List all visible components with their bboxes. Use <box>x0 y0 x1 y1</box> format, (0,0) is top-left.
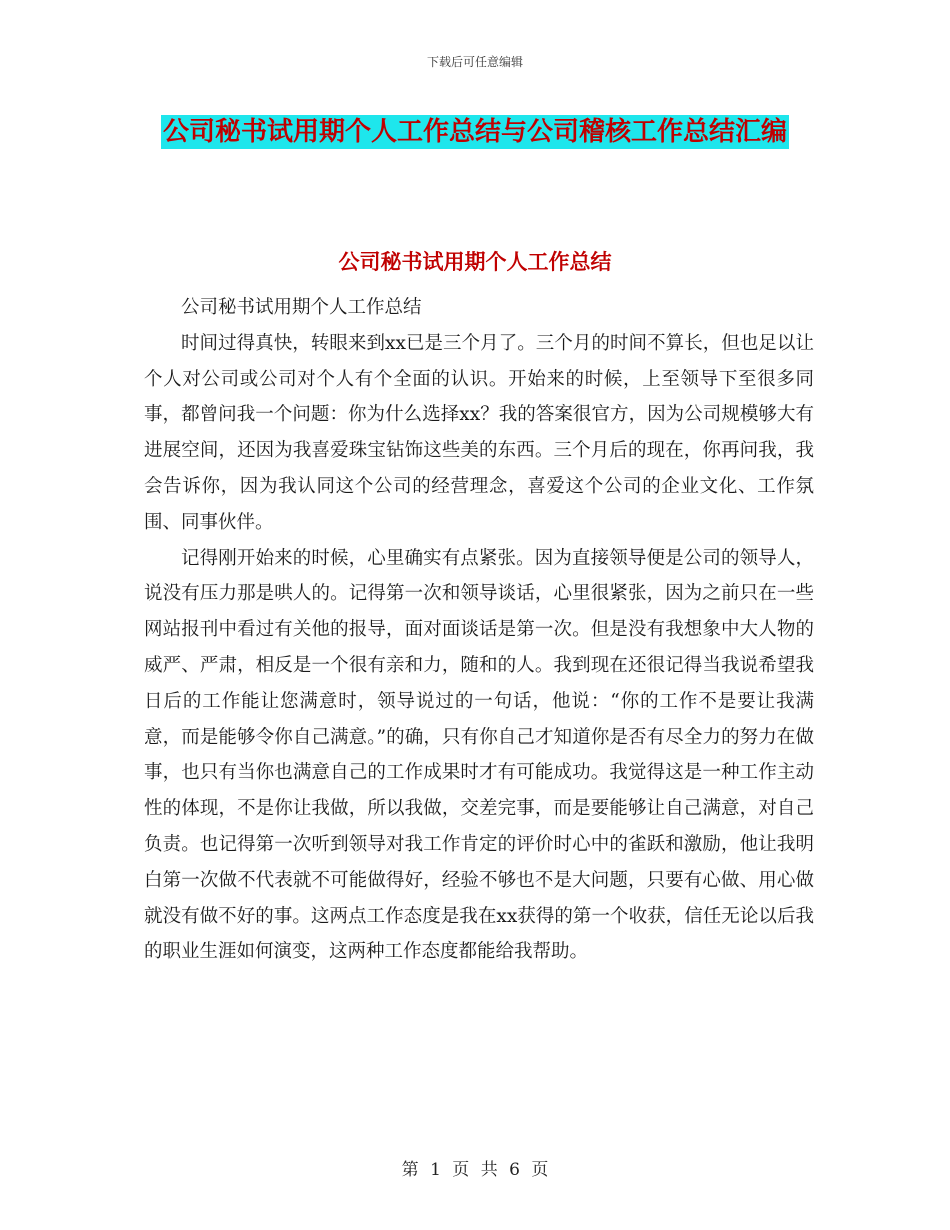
page-number-footer: 第 1 页 共 6 页 <box>401 1160 549 1180</box>
document-title <box>150 106 800 158</box>
paragraph: 记得刚开始来的时候，心里确实有点紧张。因为直接领导便是公司的领导人，说没有压力那是哄人的。记得第一次和领导谈话，心里很紧张，因为之前只在一些网站报刊中看过有关他的报导，面对面谈话是第一次。但是没有我想象中大人物的威严、严肃，相反是一个很有亲和力，随和的人。我到现在还很记得当我说希望我日后的工作能让您满意时，领导说过的一句话，他说：“你的工作不是要让我满意，而是能够令你自己满意。”的确，只有你自己才知道你是否有尽全力的努力在做事，也只有当你也满意自己的工作成果时才有可能成功。我觉得这是一种工作主动性的体现，不是你让我做，所以我做，交差完事，而是要能够让自己满意，对自己负责。也记得第一次听到领导对我工作肯定的评价时心中的雀跃和激励，他让我明白第一次做不代表就不可能做得好，经验不够也不是大问题，只要有心做、用心做就没有做不好的事。这两点工作态度是我在xx获得的第一个收获，信任无论以后我的职业生涯如何演变，这两种工作态度都能给我帮助。 <box>144 547 814 963</box>
paragraph: 时间过得真快，转眼来到xx已是三个月了。三个月的时间不算长，但也足以让个人对公司或公司对个人有个全面的认识。开始来的时候，上至领导下至很多同事，都曾问我一个问题：你为什么选择xx？我的答案很官方，因为公司规模够大有进展空间，还因为我喜爱珠宝钻饰这些美的东西。三个月后的现在，你再问我，我会告诉你，因为我认同这个公司的经营理念，喜爱这个公司的企业文化、工作氛围、同事伙伴。 <box>144 332 814 533</box>
page-header-note: 下载后可任意编辑 <box>426 55 523 69</box>
paragraph: 公司秘书试用期个人工作总结 <box>181 297 422 318</box>
document-title-text: 公司秘书试用期个人工作总结与公司稽核工作总结汇编 <box>162 117 787 147</box>
document-body <box>144 290 814 970</box>
section-title: 公司秘书试用期个人工作总结 <box>338 250 612 274</box>
